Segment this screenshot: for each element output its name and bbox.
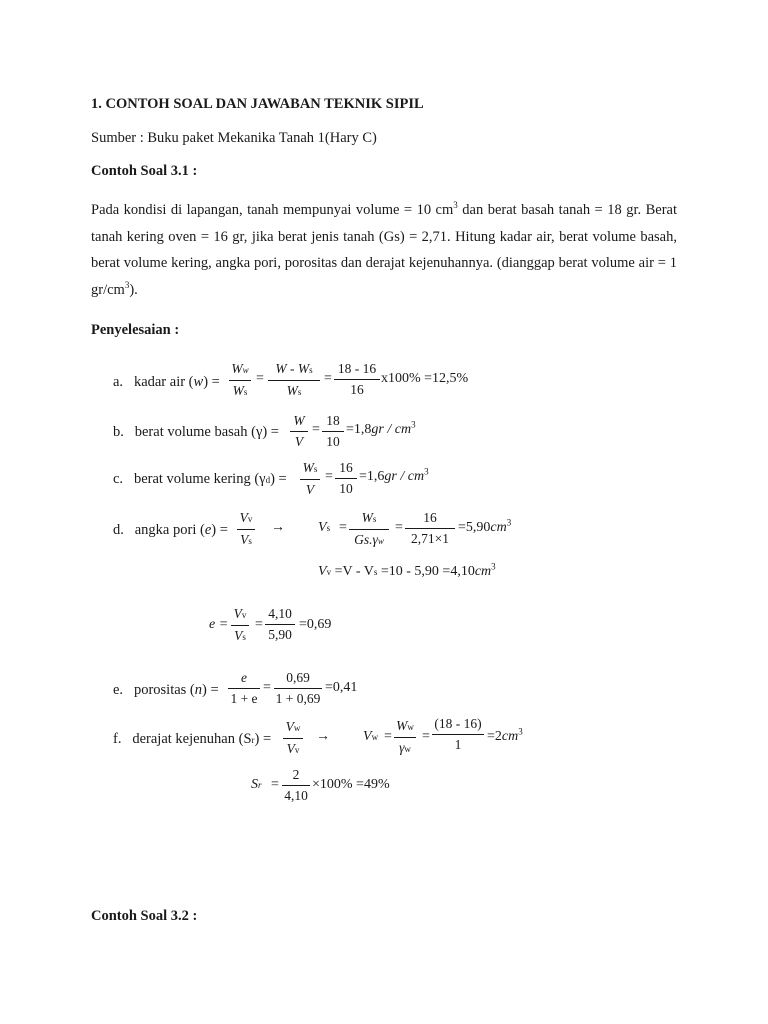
formula-d-line2: $Vv =V - Vs =10 - 5,90 =4,10cm^3$ [318, 561, 496, 579]
item-f-label: f. derajat kejenuhan (Sr) = [113, 731, 272, 747]
item-c-label: c. berat volume kering (γd) = [113, 471, 287, 487]
formula-f-frac2: Ww γw [394, 718, 416, 757]
item-b-label: b. berat volume basah (γ) = [113, 424, 279, 440]
item-d-label: d. angka pori (e) = [113, 522, 228, 538]
source-line: Sumber : Buku paket Mekanika Tanah 1(Hary C) [91, 130, 377, 146]
formula-e-frac2: 0,69 1 + 0,69 [275, 670, 321, 706]
formula-f-frac3: (18 - 16) 1 [432, 716, 484, 753]
example-2-title: Contoh Soal 3.2 : [91, 908, 198, 924]
formula-e-result: =0,41 [325, 680, 358, 695]
formula-a-frac3: 18 - 16 16 [334, 361, 380, 398]
formula-c-frac1: Ws V [300, 460, 320, 498]
formula-d-frac3: 16 2,71×1 [405, 510, 455, 547]
formula-d-frac2: Ws Gs.γw [349, 510, 389, 549]
formula-c-result: $=1,6gr / cm^3$ [359, 466, 429, 484]
formula-d-e-result: =0,69 [299, 617, 332, 632]
document-heading: 1. CONTOH SOAL DAN JAWABAN TEKNIK SIPIL [91, 96, 424, 112]
formula-c-frac2: 16 10 [335, 460, 357, 497]
formula-d-vs: Vs [318, 520, 331, 535]
formula-d-result: $=5,90cm^3$ [458, 517, 512, 535]
formula-f-sr: Sr [251, 777, 262, 792]
solution-title: Penyelesaian : [91, 322, 180, 338]
arrow-f: → [316, 729, 330, 744]
item-a-label: a. kadar air (w) = [113, 374, 220, 390]
formula-b-frac1: W V [290, 413, 308, 450]
formula-f-frac1: Vw Vv [283, 719, 303, 758]
formula-d-frac4: Vv Vs [231, 606, 249, 645]
formula-d-frac1: Vv Vs [237, 510, 255, 549]
arrow-d: → [271, 520, 285, 535]
example-1-title: Contoh Soal 3.1 : [91, 163, 198, 179]
formula-a-frac2: W - Ws Ws [268, 361, 320, 400]
formula-f-frac4: 2 4,10 [282, 767, 310, 804]
formula-e-ratio-lhs: e = [209, 617, 229, 632]
formula-a-result: x100% =12,5% [381, 371, 469, 386]
formula-f-result: $=2cm^3$ [487, 726, 523, 744]
formula-f-vw: Vw [363, 729, 379, 744]
problem-paragraph: Pada kondisi di lapangan, tanah mempunyai volume = 10 $cm^3$ dan berat basah tanah = 18 gr. Berat tanah kering oven = 16 gr, jika berat jenis tanah (Gs) = 2,71. Hitung kadar air, berat volume basah, berat volume kering, angka pori, porositas dan derajat kejenuhannya. (dianggap berat volume air = 1 $gr/cm^3$). [91, 200, 678, 298]
formula-a-frac1: Ww Ws [229, 361, 251, 400]
formula-d-frac5: 4,10 5,90 [265, 606, 295, 643]
item-e-label: e. porositas (n) = [113, 682, 219, 698]
formula-b-frac2: 18 10 [322, 413, 344, 450]
formula-f-sr-result: ×100% =49% [312, 777, 390, 792]
formula-b-result: $=1,8gr / cm^3$ [346, 419, 416, 437]
formula-e-frac1: e 1 + e [228, 670, 260, 707]
